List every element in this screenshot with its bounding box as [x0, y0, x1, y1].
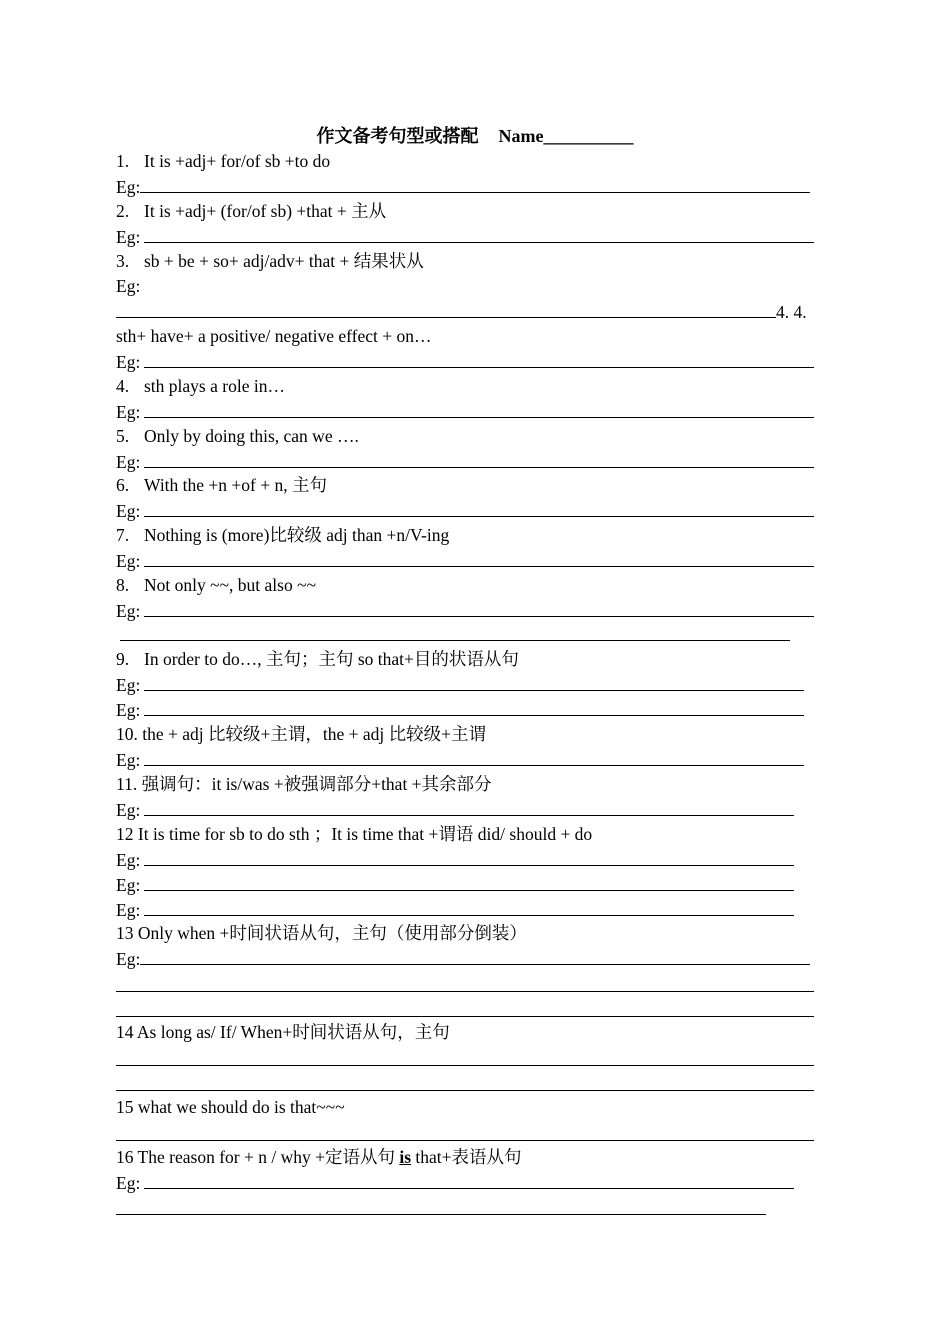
example-line[interactable]: [116, 449, 814, 474]
eg-label: Eg:: [116, 900, 141, 920]
blank-line[interactable]: [140, 946, 810, 965]
blank-line[interactable]: [144, 747, 804, 766]
example-line[interactable]: [116, 797, 794, 822]
example-line[interactable]: [116, 349, 814, 374]
blank-line[interactable]: [144, 449, 814, 468]
item-number: 4. 4.: [776, 302, 807, 322]
example-line[interactable]: [116, 498, 814, 523]
eg-label: Eg:: [116, 750, 141, 770]
item-number: 6.: [116, 475, 130, 495]
eg-label: Eg:: [116, 1173, 141, 1193]
eg-label: Eg:: [116, 227, 141, 247]
item-text: sth+ have+ a positive/ negative effect + on…: [116, 326, 432, 346]
title-text: 作文备考句型或搭配: [316, 126, 479, 146]
eg-label: Eg:: [116, 501, 141, 521]
item-6: [116, 473, 327, 498]
item-text: sth plays a role in…: [144, 376, 285, 396]
blank-line[interactable]: [116, 1090, 814, 1091]
item-7: [116, 523, 449, 548]
item-10: 10. the + adj 比较级+主谓，the + adj 比较级+主谓: [116, 724, 486, 744]
item-2: [116, 199, 386, 224]
blank-line[interactable]: [140, 174, 810, 193]
item-13: 13 Only when +时间状语从句，主句（使用部分倒装）: [116, 923, 527, 943]
item-4a: [116, 324, 432, 349]
blank-line[interactable]: [144, 498, 814, 517]
blank-line[interactable]: [116, 1140, 814, 1141]
item-text: Only by doing this, can we ….: [144, 426, 359, 446]
blank-line[interactable]: [144, 797, 794, 816]
blank-line[interactable]: [116, 299, 776, 318]
blank-line[interactable]: [144, 672, 804, 691]
item-number: 7.: [116, 525, 130, 545]
item-11: 11. 强调句：it is/was +被强调部分+that +其余部分: [116, 774, 492, 794]
example-line[interactable]: [116, 399, 814, 424]
item-number: 8.: [116, 575, 130, 595]
item-9: [116, 647, 519, 672]
blank-line[interactable]: [144, 897, 794, 916]
blank-line[interactable]: [144, 548, 814, 567]
item-12: 12 It is time for sb to do sth ；It is time that +谓语 did/ should + do: [116, 824, 593, 844]
example-line[interactable]: [116, 847, 794, 872]
page-title: [0, 124, 950, 148]
example-line[interactable]: [116, 548, 814, 573]
blank-line[interactable]: [144, 697, 804, 716]
blank-line[interactable]: [144, 598, 814, 617]
eg-label: Eg:: [116, 875, 141, 895]
item-5: [116, 424, 359, 449]
name-field[interactable]: Name__________: [498, 126, 634, 146]
item-emphasis: is: [399, 1147, 412, 1167]
example-line[interactable]: [116, 747, 804, 772]
eg-label: Eg:: [116, 177, 141, 197]
item-text: In order to do…, 主句；主句 so that+目的状语从句: [144, 649, 519, 669]
example-line[interactable]: [116, 672, 804, 697]
blank-line[interactable]: [144, 1170, 794, 1189]
blank-line[interactable]: [144, 847, 794, 866]
item-number: 2.: [116, 201, 130, 221]
eg-label: Eg:: [116, 402, 141, 422]
eg-label: Eg:: [116, 800, 141, 820]
blank-line[interactable]: [144, 349, 814, 368]
example-line[interactable]: [116, 299, 807, 324]
item-text: Not only ~~, but also ~~: [144, 575, 317, 595]
eg-label: Eg:: [116, 850, 141, 870]
item-text: sb + be + so+ adj/adv+ that + 结果状从: [144, 251, 424, 271]
item-3: [116, 249, 424, 274]
item-number: 3.: [116, 251, 130, 271]
blank-line[interactable]: [116, 1065, 814, 1066]
eg-label: Eg:: [116, 675, 141, 695]
example-line[interactable]: [116, 946, 810, 971]
example-line[interactable]: [116, 174, 810, 199]
example-line[interactable]: [116, 224, 814, 249]
item-1: [116, 149, 330, 174]
item-text: Nothing is (more)比较级 adj than +n/V-ing: [144, 525, 450, 545]
item-text: With the +n +of + n, 主句: [144, 475, 327, 495]
item-number: 1.: [116, 151, 130, 171]
blank-line[interactable]: [120, 640, 790, 641]
example-line[interactable]: [116, 872, 794, 897]
item-text: It is +adj+ (for/of sb) +that + 主从: [144, 201, 387, 221]
eg-label: Eg:: [116, 601, 141, 621]
blank-line[interactable]: [144, 872, 794, 891]
item-4b: [116, 374, 285, 399]
eg-label: Eg:: [116, 949, 141, 969]
item-text: It is +adj+ for/of sb +to do: [144, 151, 331, 171]
eg-label: Eg:: [116, 700, 141, 720]
item-15: 15 what we should do is that~~~: [116, 1097, 345, 1117]
eg-label: Eg:: [116, 452, 141, 472]
example-line[interactable]: [116, 697, 804, 722]
eg-label: Eg:: [116, 551, 141, 571]
item-number: 4.: [116, 376, 130, 396]
blank-line[interactable]: [144, 399, 814, 418]
blank-line[interactable]: [116, 1016, 814, 1017]
blank-line[interactable]: [116, 991, 814, 992]
item-text: 16 The reason for + n / why +定语从句: [116, 1147, 400, 1167]
item-text: that+表语从句: [411, 1147, 522, 1167]
blank-line[interactable]: [144, 224, 814, 243]
eg-label: Eg:: [116, 352, 141, 372]
eg-label: Eg:: [116, 276, 141, 296]
example-line[interactable]: [116, 598, 814, 623]
example-line[interactable]: [116, 1170, 794, 1195]
example-line[interactable]: [116, 897, 794, 922]
item-number: 9.: [116, 649, 130, 669]
item-8: [116, 573, 316, 598]
item-16: [116, 1145, 522, 1170]
item-14: 14 As long as/ If/ When+时间状语从句，主句: [116, 1022, 450, 1042]
blank-line[interactable]: [116, 1214, 766, 1215]
item-number: 5.: [116, 426, 130, 446]
